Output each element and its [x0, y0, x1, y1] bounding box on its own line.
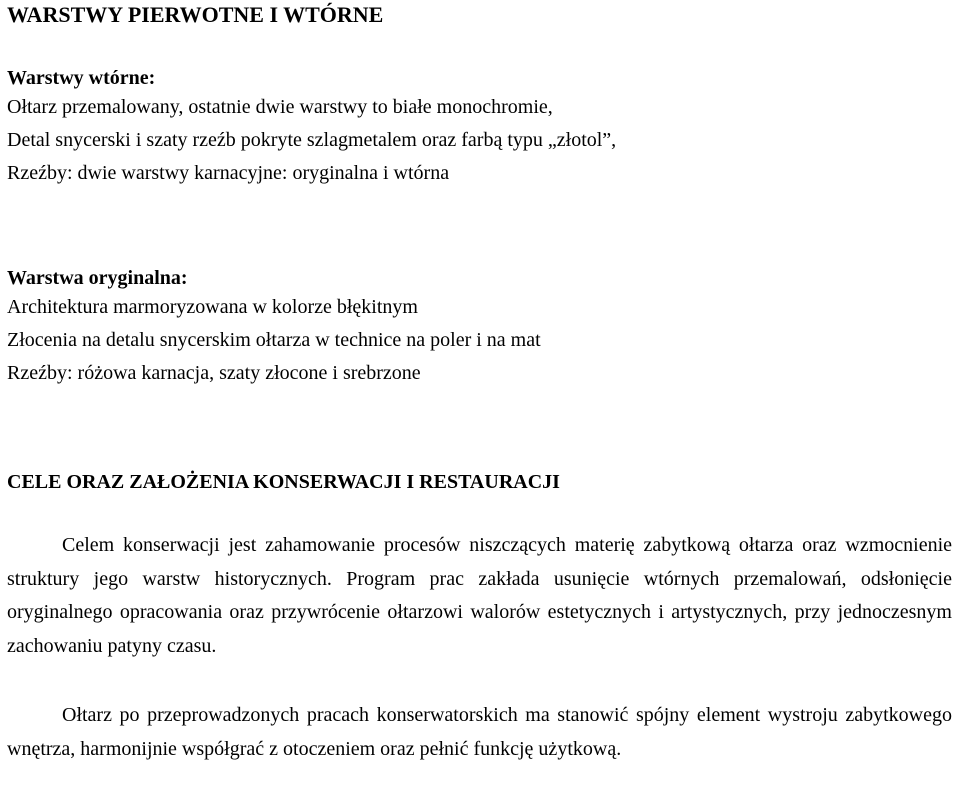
secondary-layers-heading: Warstwy wtórne: — [7, 67, 156, 89]
original-layer-heading: Warstwa oryginalna: — [7, 267, 188, 289]
original-layer-line: Złocenia na detalu snycerskim ołtarza w technice na poler i na mat — [7, 329, 541, 351]
document-title: WARSTWY PIERWOTNE I WTÓRNE — [7, 2, 384, 27]
goals-heading: CELE ORAZ ZAŁOŻENIA KONSERWACJI I RESTAURACJI — [7, 471, 560, 493]
secondary-layers-line: Rzeźby: dwie warstwy karnacyjne: oryginalna i wtórna — [7, 162, 450, 184]
secondary-layers-section — [7, 65, 952, 190]
original-layer-line: Architektura marmoryzowana w kolorze błękitnym — [7, 296, 418, 318]
goals-paragraph: Celem konserwacji jest zahamowanie procesów niszczących materię zabytkową ołtarza oraz wzmocnienie struktury jego warstw historycznych. Program prac zakłada usunięcie wtórnych przemalowań, odsłonięcie oryginalnego opracowania oraz przywrócenie ołtarzowi walorów estetycznych i artystycznych, przy jednoczesnym zachowaniu patyny czasu. — [7, 534, 952, 657]
original-layer-section — [7, 265, 952, 390]
original-layer-line: Rzeźby: różowa karnacja, szaty złocone i srebrzone — [7, 362, 421, 384]
secondary-layers-line: Detal snycerski i szaty rzeźb pokryte szlagmetalem oraz farbą typu „złotol”, — [7, 129, 617, 151]
secondary-layers-line: Ołtarz przemalowany, ostatnie dwie warstwy to białe monochromie, — [7, 96, 553, 118]
goals-paragraph: Ołtarz po przeprowadzonych pracach konserwatorskich ma stanowić spójny element wystroju zabytkowego wnętrza, harmonijnie współgrać z otoczeniem oraz pełnić funkcję użytkową. — [7, 704, 952, 760]
